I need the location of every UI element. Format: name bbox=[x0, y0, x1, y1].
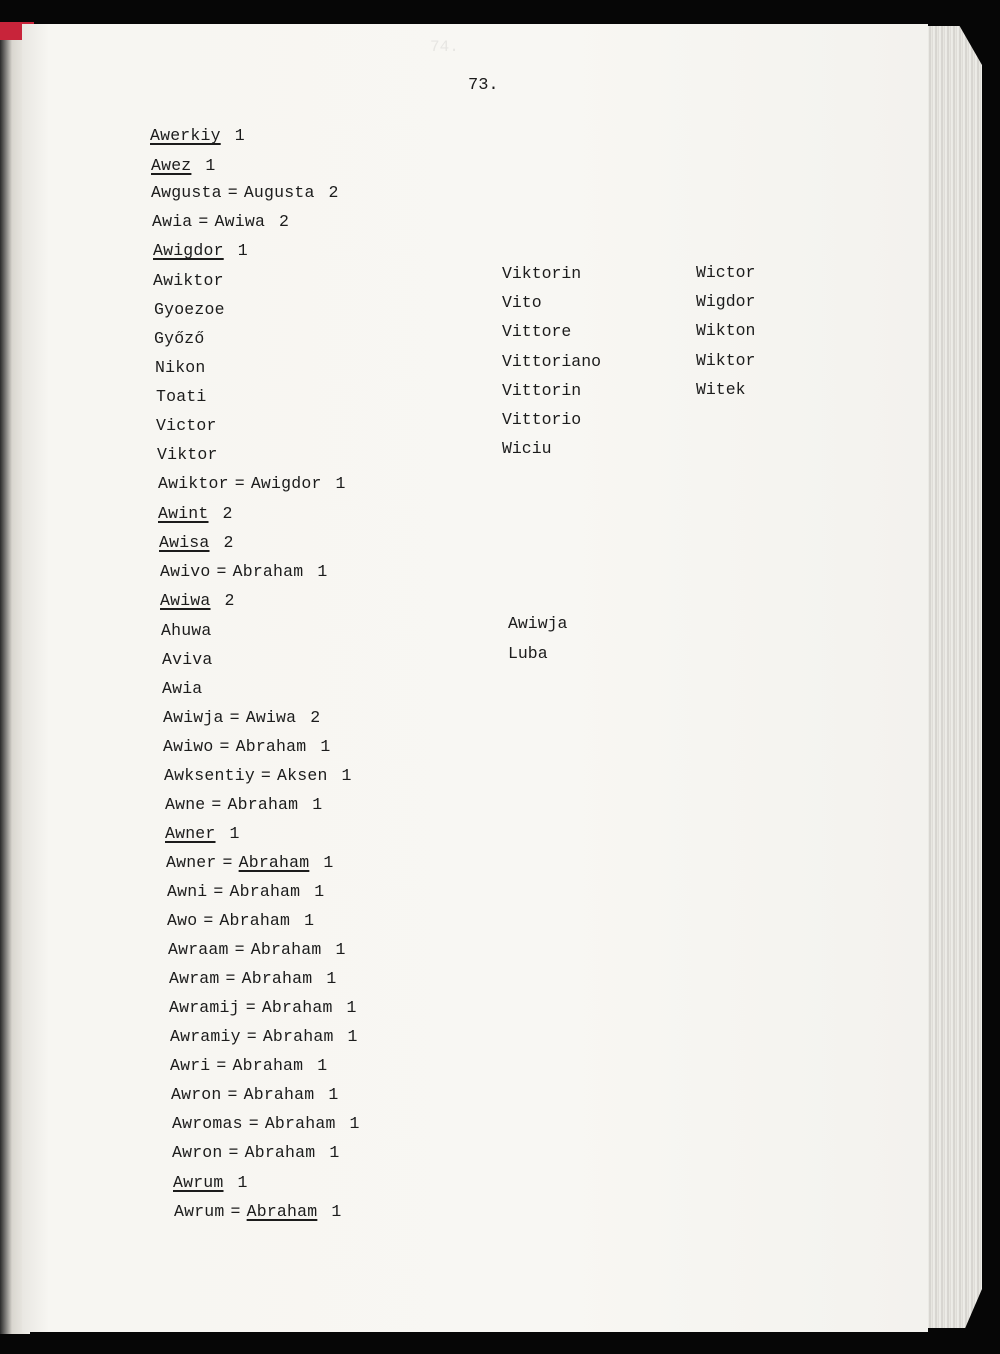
entry-equivalent: Abraham bbox=[250, 940, 322, 959]
entry-name: Ahuwa bbox=[161, 621, 212, 640]
variant-name: Luba bbox=[508, 644, 548, 663]
equals-sign: = bbox=[219, 737, 230, 756]
variant-name: Vittoriano bbox=[502, 351, 602, 371]
entry-name: Toati bbox=[156, 387, 207, 406]
entry-name: Awni bbox=[167, 882, 208, 901]
entry-equivalent: Awiwa bbox=[214, 212, 266, 231]
name-entry bbox=[150, 126, 245, 145]
entry-name: Awromas bbox=[172, 1114, 243, 1133]
entry-count: 1 bbox=[205, 156, 216, 175]
entry-equivalent: Abraham bbox=[261, 998, 333, 1017]
variant-name: Awiwja bbox=[508, 614, 568, 633]
entry-count: 1 bbox=[335, 474, 346, 493]
name-entry bbox=[161, 621, 212, 640]
entry-name: Awigdor bbox=[153, 241, 224, 260]
entry-count: 2 bbox=[279, 212, 290, 231]
equals-sign: = bbox=[227, 183, 238, 202]
entry-name: Victor bbox=[156, 416, 217, 435]
variant-name: Witek bbox=[696, 379, 746, 399]
entry-count: 1 bbox=[329, 1143, 340, 1162]
entry-name: Awron bbox=[172, 1143, 223, 1162]
entry-name: Awrum bbox=[174, 1202, 225, 1221]
name-entry bbox=[172, 1143, 339, 1162]
entry-count: 1 bbox=[237, 241, 248, 260]
name-entry bbox=[162, 650, 213, 669]
entry-name: Awiwa bbox=[160, 591, 211, 610]
variant-name: Wiciu bbox=[502, 439, 552, 459]
equals-sign: = bbox=[248, 1114, 259, 1133]
entry-count: 2 bbox=[224, 591, 235, 610]
entry-count: 1 bbox=[341, 766, 352, 785]
entry-count: 2 bbox=[328, 183, 339, 202]
page-edges bbox=[926, 26, 982, 1328]
entry-count: 1 bbox=[326, 969, 337, 988]
name-entry bbox=[156, 416, 217, 435]
name-entry bbox=[172, 1114, 360, 1133]
name-entry bbox=[160, 562, 327, 581]
entry-name: Awrum bbox=[173, 1173, 224, 1192]
equals-sign: = bbox=[225, 969, 236, 988]
entry-count: 1 bbox=[323, 853, 334, 872]
name-entry bbox=[163, 737, 330, 756]
name-entry bbox=[173, 1173, 248, 1192]
variant-name: Vittorin bbox=[502, 380, 582, 400]
entry-name: Awiwo bbox=[163, 737, 214, 756]
variant-name: Wikton bbox=[696, 321, 756, 341]
name-entry bbox=[152, 212, 289, 231]
entry-name: Awia bbox=[162, 679, 203, 698]
entry-equivalent: Awiwa bbox=[245, 708, 297, 727]
name-entry bbox=[158, 504, 233, 523]
name-entry bbox=[167, 911, 314, 930]
entry-name: Awner bbox=[165, 824, 216, 843]
equals-sign: = bbox=[216, 1056, 227, 1075]
entry-equivalent: Abraham bbox=[241, 969, 313, 988]
equals-sign: = bbox=[245, 998, 256, 1017]
variant-name: Vito bbox=[502, 293, 542, 313]
entry-name: Awerkiy bbox=[150, 126, 221, 145]
equals-sign: = bbox=[229, 708, 240, 727]
equals-sign: = bbox=[203, 911, 214, 930]
entry-name: Awiktor bbox=[158, 474, 229, 493]
entry-name: Awner bbox=[166, 853, 217, 872]
entry-name: Győző bbox=[154, 329, 205, 348]
entry-equivalent: Abraham bbox=[264, 1114, 336, 1133]
name-entry bbox=[159, 533, 234, 552]
entry-count: 1 bbox=[314, 882, 325, 901]
entry-count: 1 bbox=[237, 1173, 248, 1192]
equals-sign: = bbox=[216, 562, 227, 581]
name-entry bbox=[153, 271, 224, 290]
name-entry bbox=[165, 824, 240, 843]
name-entry bbox=[165, 795, 322, 814]
equals-sign: = bbox=[230, 1202, 241, 1221]
variant-name: Wigdor bbox=[696, 292, 756, 312]
entry-equivalent: Abraham bbox=[244, 1143, 316, 1162]
entry-name: Awramij bbox=[169, 998, 240, 1017]
entry-name: Awez bbox=[151, 156, 192, 175]
entry-name: Awri bbox=[170, 1056, 211, 1075]
equals-sign: = bbox=[222, 853, 233, 872]
entry-name: Awron bbox=[171, 1085, 222, 1104]
entry-name: Awram bbox=[169, 969, 220, 988]
name-entry bbox=[154, 329, 205, 348]
equals-sign: = bbox=[234, 940, 245, 959]
equals-sign: = bbox=[211, 795, 222, 814]
entry-count: 1 bbox=[304, 911, 315, 930]
entry-name: Awia bbox=[152, 212, 193, 231]
name-entry bbox=[162, 679, 202, 698]
name-entry bbox=[158, 474, 346, 493]
entry-count: 1 bbox=[335, 940, 346, 959]
name-entry bbox=[153, 241, 248, 260]
entry-equivalent: Abraham bbox=[227, 795, 299, 814]
name-entry bbox=[168, 940, 346, 959]
entry-name: Awo bbox=[167, 911, 198, 930]
entry-name: Aviva bbox=[162, 650, 213, 669]
entry-name: Awivo bbox=[160, 562, 211, 581]
name-entry bbox=[157, 445, 218, 464]
entry-equivalent: Aksen bbox=[277, 766, 328, 785]
name-entry bbox=[170, 1027, 358, 1046]
entry-count: 1 bbox=[234, 126, 245, 145]
entry-equivalent: Abraham bbox=[232, 1056, 304, 1075]
name-entry bbox=[156, 387, 207, 406]
name-entry bbox=[169, 998, 357, 1017]
name-entry bbox=[164, 766, 352, 785]
entry-name: Awne bbox=[165, 795, 206, 814]
entry-name: Awraam bbox=[168, 940, 229, 959]
entry-count: 1 bbox=[331, 1202, 342, 1221]
page-number: 73. bbox=[468, 76, 499, 95]
name-entry bbox=[151, 156, 216, 175]
entry-equivalent: Abraham bbox=[246, 1202, 318, 1221]
entry-equivalent: Abraham bbox=[238, 853, 310, 872]
entry-count: 2 bbox=[222, 504, 233, 523]
entry-count: 1 bbox=[328, 1085, 339, 1104]
equals-sign: = bbox=[234, 474, 245, 493]
variant-name: Wiktor bbox=[696, 350, 756, 370]
variant-name: Wictor bbox=[696, 263, 756, 282]
name-entry bbox=[151, 183, 339, 202]
name-entry bbox=[155, 358, 206, 377]
entry-name: Awksentiy bbox=[164, 766, 255, 785]
entry-equivalent: Abraham bbox=[243, 1085, 315, 1104]
entry-equivalent: Abraham bbox=[262, 1027, 334, 1046]
equals-sign: = bbox=[228, 1143, 239, 1162]
entry-count: 1 bbox=[320, 737, 331, 756]
entry-count: 1 bbox=[312, 795, 323, 814]
entry-count: 1 bbox=[229, 824, 240, 843]
equals-sign: = bbox=[227, 1085, 238, 1104]
name-entry bbox=[169, 969, 336, 988]
entry-name: Awiwja bbox=[163, 708, 224, 727]
name-entry bbox=[166, 853, 333, 872]
entry-count: 1 bbox=[317, 1056, 328, 1075]
variant-name: Vittorio bbox=[502, 410, 582, 429]
entry-name: Gyoezoe bbox=[154, 300, 225, 319]
entry-equivalent: Abraham bbox=[232, 562, 304, 581]
entry-equivalent: Abraham bbox=[219, 911, 291, 930]
name-entry bbox=[171, 1085, 338, 1104]
name-entry bbox=[174, 1202, 341, 1221]
entry-name: Awint bbox=[158, 504, 209, 523]
equals-sign: = bbox=[213, 882, 224, 901]
name-entry bbox=[170, 1056, 327, 1075]
entry-equivalent: Awigdor bbox=[250, 474, 322, 493]
variant-name: Vittore bbox=[502, 322, 572, 342]
equals-sign: = bbox=[198, 212, 209, 231]
entry-name: Viktor bbox=[157, 445, 218, 464]
entry-count: 2 bbox=[310, 708, 321, 727]
show-through-text: 74. bbox=[430, 38, 459, 56]
entry-name: Awisa bbox=[159, 533, 210, 552]
equals-sign: = bbox=[246, 1027, 257, 1046]
equals-sign: = bbox=[260, 766, 272, 785]
entry-count: 1 bbox=[347, 1027, 358, 1046]
entry-equivalent: Augusta bbox=[243, 183, 315, 202]
entry-count: 2 bbox=[223, 533, 234, 552]
variant-name: Viktorin bbox=[502, 264, 582, 283]
name-entry bbox=[160, 591, 235, 610]
entry-count: 1 bbox=[349, 1114, 360, 1133]
name-entry bbox=[163, 708, 320, 727]
entry-name: Awiktor bbox=[153, 271, 224, 290]
entry-equivalent: Abraham bbox=[235, 737, 307, 756]
entry-name: Awramiy bbox=[170, 1027, 241, 1046]
entry-equivalent: Abraham bbox=[229, 882, 301, 901]
name-entry bbox=[154, 300, 225, 319]
entry-count: 1 bbox=[317, 562, 328, 581]
entry-name: Nikon bbox=[155, 358, 206, 377]
entry-name: Awgusta bbox=[151, 183, 222, 202]
name-entry bbox=[167, 882, 324, 901]
entry-count: 1 bbox=[346, 998, 357, 1017]
